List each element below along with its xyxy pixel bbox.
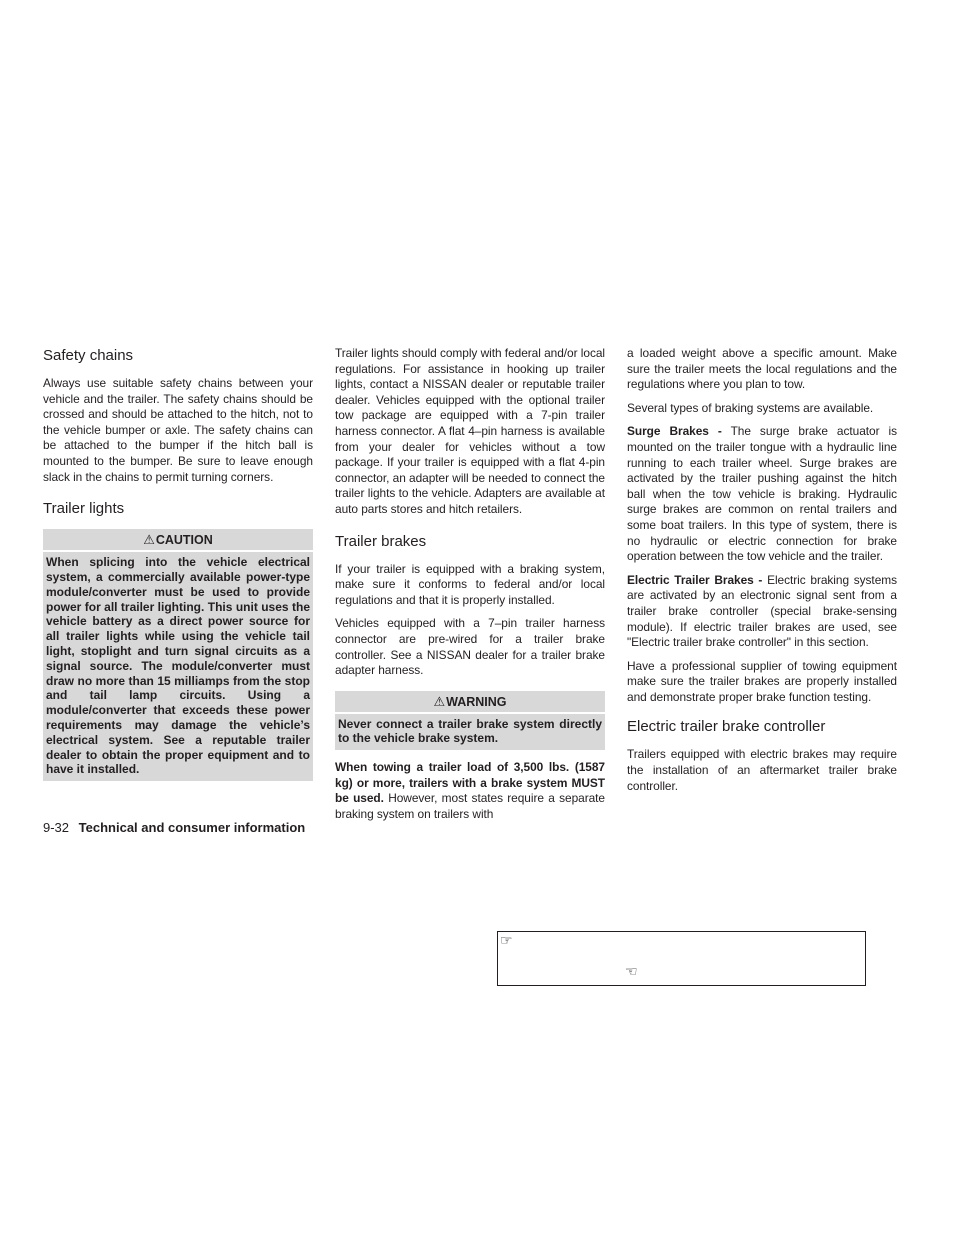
controller-text: Trailers equipped with electric brakes may require the installation of an aftermarket trailer brake controller. [627, 747, 897, 793]
column-1 [43, 346, 313, 791]
safety-chains-text: Always use suitable safety chains between your vehicle and the trailer. The safety chains should be crossed and should be attached to the hitch, not to the vehicle bumper or axle. The safety chains can be attached to the bumper if the hitch ball is mounted to the bumper. Be sure to leave enough slack in the chains to permit turning corners. [43, 376, 313, 484]
warning-title: WARNING [446, 694, 507, 709]
surge-brakes-text [627, 424, 897, 564]
braking-types-text: Several types of braking systems are available. [627, 400, 874, 415]
continued-text: a loaded weight above a specific amount. Make sure the trailer meets the local regulations and the regulations where you plan to tow. [627, 346, 897, 392]
towing-bold-text: When towing a trailer load of 3,500 lbs. (1587 kg) or more, trailers with a brake system MUST be used. [335, 760, 605, 806]
surge-brakes-label: Surge Brakes - [627, 424, 722, 439]
electric-brakes-body: Electric braking systems are activated by an electronic signal sent from a trailer brake controller (special brake-sensing module). If electric trailer brakes are used, see "Electric trailer brake controller" in this section. [627, 572, 898, 650]
reference-mark-box [497, 931, 866, 986]
caution-box [43, 529, 313, 781]
safety-chains-heading: Safety chains [43, 347, 134, 364]
trailer-lights-text: Trailer lights should comply with federal and/or local regulations. For assistance in hooking up trailer lights, contact a NISSAN dealer or reputable trailer dealer. Vehicles equipped with the optional trailer tow package are equipped with a 7-pin trailer harness connector. A flat 4–pin harness is available from your dealer for vehicles without a tow package. If your trailer is equipped with a flat 4-pin connector, an adapter will be needed to connect the trailer lights to the vehicle. Adapters are available at auto parts stores and hitch retailers. [335, 346, 605, 516]
caution-text: When splicing into the vehicle electrical system, a commercially available power-type module/converter must be used to provide power for all trailer lighting. This unit uses the vehicle battery as a direct power source for all trailer lights while using the vehicle tail light, stoplight and turn signal circuits as a signal source. The module/converter must draw no more than 15 milliamps from the stop and tail lamp circuits. Using a module/converter that exceeds these power requirements may damage the vehicle’s electrical system. See a reputable trailer dealer to obtain the proper equipment and to have it installed. [43, 550, 313, 781]
trailer-brakes-heading: Trailer brakes [335, 532, 427, 550]
page-footer [43, 820, 305, 836]
section-title: Technical and consumer information [78, 820, 306, 835]
trailer-brakes-text-2: Vehicles equipped with a 7–pin trailer harness connector are pre-wired for a trailer brake controller. See a NISSAN dealer for a trailer brake adapter harness. [335, 616, 605, 678]
warning-triangle-icon: ⚠ [433, 693, 446, 709]
warning-box [335, 691, 605, 751]
controller-heading: Electric trailer brake controller [627, 718, 826, 736]
pointing-hand-icon: ☞ [500, 932, 513, 948]
trailer-lights-heading: Trailer lights [43, 500, 125, 518]
trailer-brakes-text-1: If your trailer is equipped with a braking system, make sure it conforms to federal and/or local regulations and that it is properly installed. [335, 561, 605, 607]
supplier-text: Have a professional supplier of towing equipment make sure the trailer brakes are properly installed and demonstrate proper brake function testing. [627, 658, 897, 704]
pointing-hand-icon: ☜ [625, 963, 638, 979]
column-3 [627, 346, 897, 802]
electric-brakes-label: Electric Trailer Brakes - [627, 572, 763, 587]
caution-header [43, 529, 313, 550]
warning-triangle-icon: ⚠ [143, 532, 155, 548]
warning-text: Never connect a trailer brake system directly to the vehicle brake system. [335, 712, 605, 751]
surge-brakes-body: The surge brake actuator is mounted on the trailer tongue with a hydraulic line running to each trailer wheel. Surge brakes are activated by the trailer pushing against the hitch ball when the tow vehicle is braking. Hydraulic surge brakes are common on rental trailers and some boat trailers. In this type of system, there is no hydraulic or electric connection for brake operation between the tow vehicle and the trailer. [627, 424, 898, 564]
page-number: 9-32 [43, 820, 70, 835]
towing-rest-text: However, most states require a separate braking system on trailers with [335, 791, 605, 822]
towing-text [335, 760, 605, 822]
caution-title: CAUTION [155, 533, 213, 548]
column-2 [335, 346, 605, 831]
warning-header [335, 691, 605, 712]
electric-brakes-text [627, 573, 897, 651]
